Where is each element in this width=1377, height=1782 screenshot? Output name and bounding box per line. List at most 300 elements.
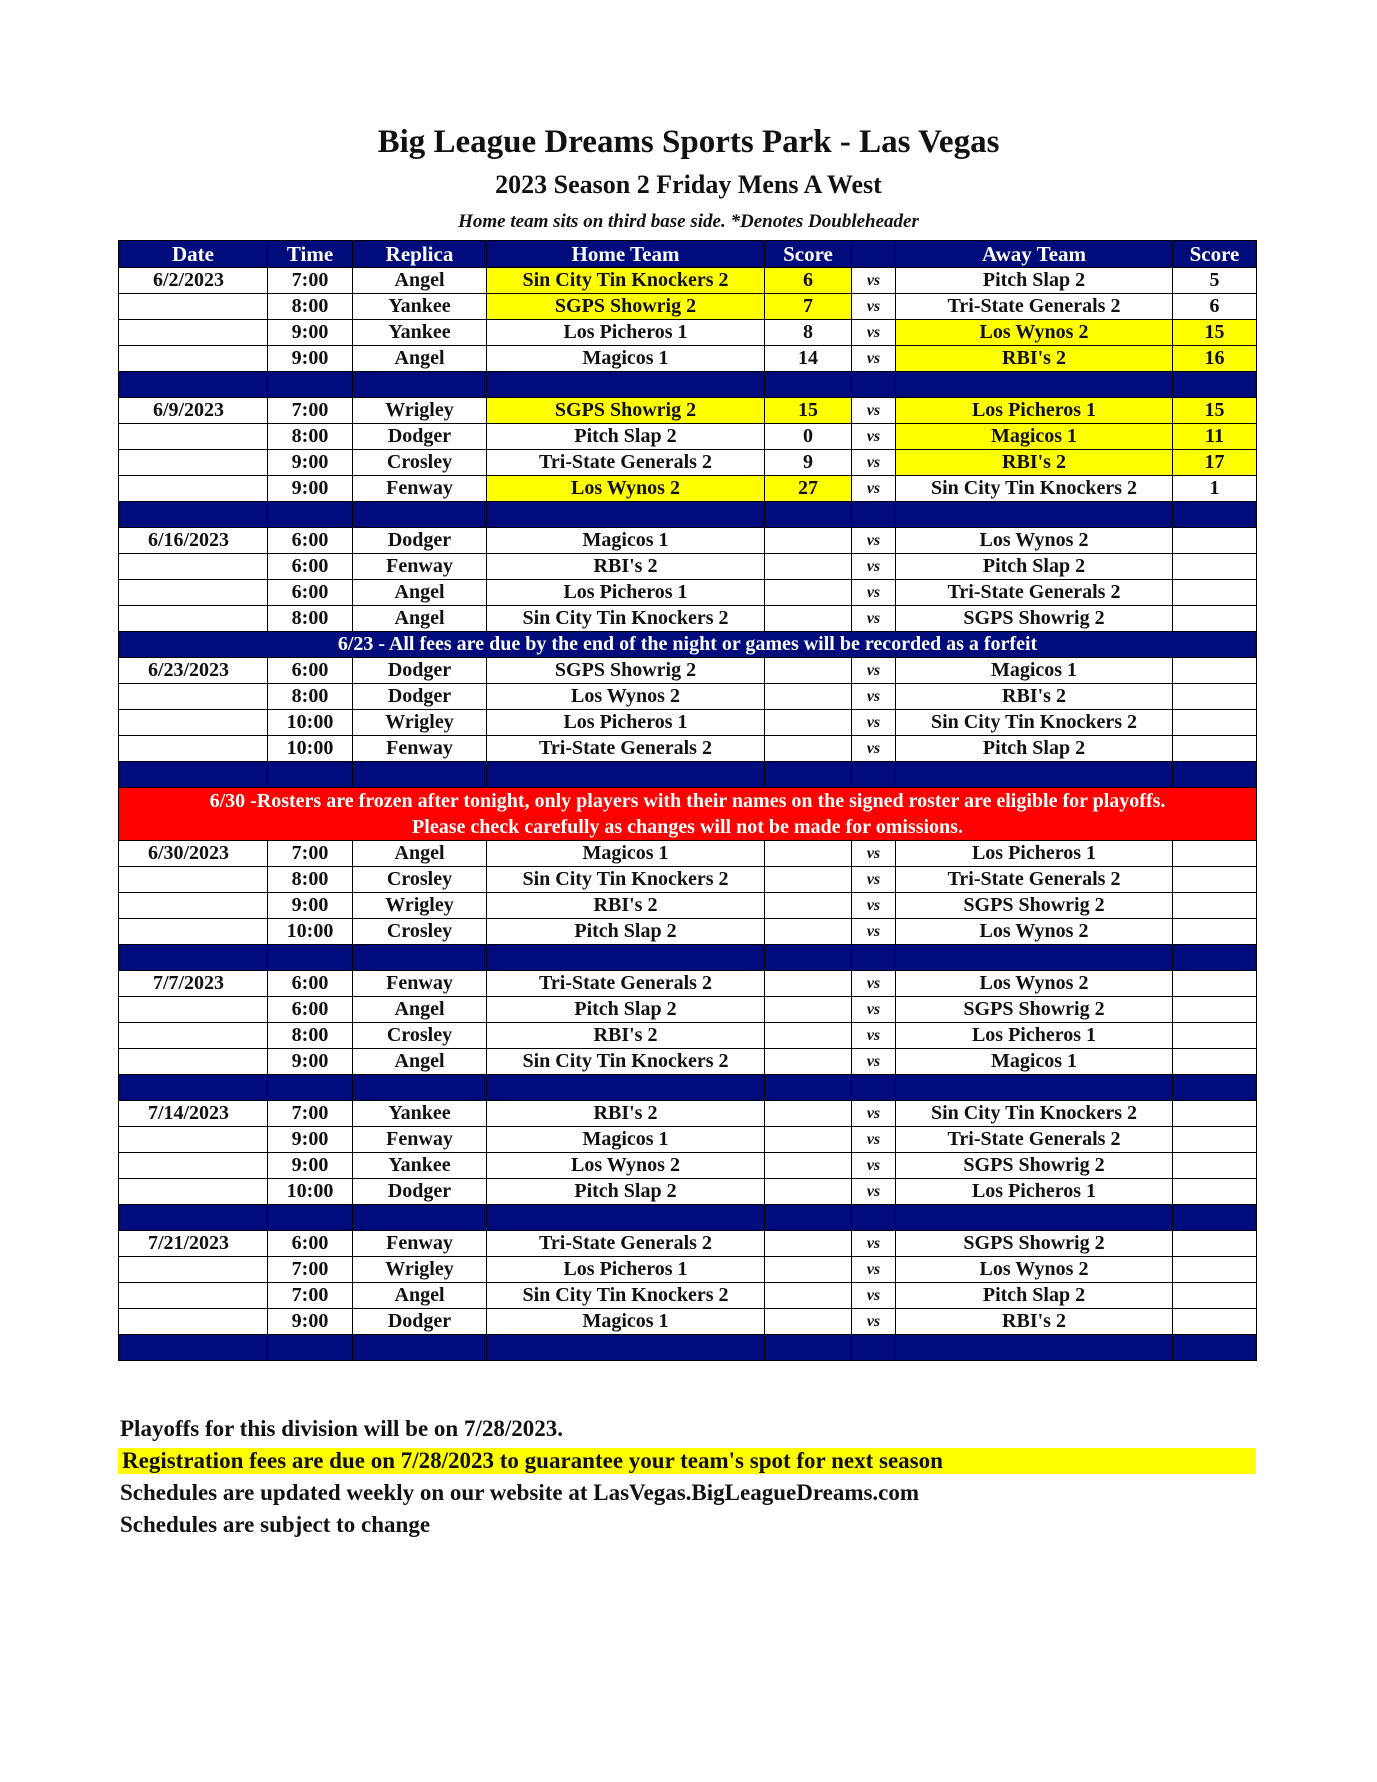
vs-label: vs — [852, 658, 896, 684]
game-time: 9:00 — [268, 346, 353, 372]
field-replica: Crosley — [353, 867, 487, 893]
away-score — [1173, 1023, 1257, 1049]
field-replica: Fenway — [353, 1127, 487, 1153]
home-score — [765, 1283, 852, 1309]
home-score — [765, 971, 852, 997]
field-replica: Angel — [353, 580, 487, 606]
column-header-date: Date — [119, 241, 268, 268]
home-score — [765, 1023, 852, 1049]
game-time: 8:00 — [268, 1023, 353, 1049]
away-team: Magicos 1 — [896, 1049, 1173, 1075]
game-date — [119, 997, 268, 1023]
separator-cell — [487, 945, 765, 971]
home-team: Los Picheros 1 — [487, 710, 765, 736]
away-score: 6 — [1173, 294, 1257, 320]
vs-label: vs — [852, 919, 896, 945]
table-row — [119, 997, 1257, 1023]
home-score — [765, 710, 852, 736]
game-date: 7/14/2023 — [119, 1101, 268, 1127]
away-team: SGPS Showrig 2 — [896, 1153, 1173, 1179]
separator-cell — [353, 1075, 487, 1101]
away-score — [1173, 1101, 1257, 1127]
separator-cell — [268, 372, 353, 398]
game-date — [119, 1127, 268, 1153]
game-time: 6:00 — [268, 658, 353, 684]
away-team: RBI's 2 — [896, 450, 1173, 476]
away-score: 15 — [1173, 398, 1257, 424]
column-header-home-team: Home Team — [487, 241, 765, 268]
vs-label: vs — [852, 1309, 896, 1335]
away-team: Los Wynos 2 — [896, 919, 1173, 945]
home-score — [765, 997, 852, 1023]
registration-note: Registration fees are due on 7/28/2023 to guarantee your team's spot for next season — [118, 1448, 1256, 1474]
away-team: Tri-State Generals 2 — [896, 867, 1173, 893]
field-replica: Dodger — [353, 684, 487, 710]
game-date — [119, 346, 268, 372]
home-score — [765, 1127, 852, 1153]
field-replica: Yankee — [353, 320, 487, 346]
away-team: SGPS Showrig 2 — [896, 997, 1173, 1023]
away-team: Sin City Tin Knockers 2 — [896, 1101, 1173, 1127]
vs-label: vs — [852, 476, 896, 502]
separator-cell — [896, 1075, 1173, 1101]
away-score — [1173, 1153, 1257, 1179]
vs-label: vs — [852, 867, 896, 893]
game-date — [119, 1257, 268, 1283]
away-team: Tri-State Generals 2 — [896, 1127, 1173, 1153]
home-score — [765, 1101, 852, 1127]
away-team: Pitch Slap 2 — [896, 1283, 1173, 1309]
away-score — [1173, 1283, 1257, 1309]
field-replica: Angel — [353, 997, 487, 1023]
vs-label: vs — [852, 1231, 896, 1257]
vs-label: vs — [852, 294, 896, 320]
home-score: 7 — [765, 294, 852, 320]
game-date — [119, 1179, 268, 1205]
field-replica: Angel — [353, 268, 487, 294]
game-date — [119, 424, 268, 450]
game-date — [119, 606, 268, 632]
game-time: 6:00 — [268, 528, 353, 554]
field-replica: Yankee — [353, 1101, 487, 1127]
separator-cell — [1173, 762, 1257, 788]
game-time: 9:00 — [268, 450, 353, 476]
game-date — [119, 580, 268, 606]
separator-cell — [1173, 1075, 1257, 1101]
home-score — [765, 736, 852, 762]
away-team: Magicos 1 — [896, 658, 1173, 684]
home-team: Sin City Tin Knockers 2 — [487, 1283, 765, 1309]
away-score — [1173, 1231, 1257, 1257]
home-team: SGPS Showrig 2 — [487, 294, 765, 320]
table-row — [119, 294, 1257, 320]
separator-cell — [487, 372, 765, 398]
game-time: 6:00 — [268, 997, 353, 1023]
roster-freeze-alert-row — [119, 788, 1257, 841]
home-score — [765, 867, 852, 893]
week-separator-row — [119, 372, 1257, 398]
field-replica: Angel — [353, 841, 487, 867]
game-date: 7/21/2023 — [119, 1231, 268, 1257]
separator-cell — [896, 762, 1173, 788]
away-score: 15 — [1173, 320, 1257, 346]
away-team: SGPS Showrig 2 — [896, 893, 1173, 919]
separator-cell — [896, 1335, 1173, 1361]
vs-label: vs — [852, 971, 896, 997]
home-team: Pitch Slap 2 — [487, 919, 765, 945]
separator-cell — [353, 372, 487, 398]
home-team: Pitch Slap 2 — [487, 1179, 765, 1205]
separator-cell — [765, 1205, 852, 1231]
week-separator-row — [119, 762, 1257, 788]
field-replica: Crosley — [353, 1023, 487, 1049]
separator-cell — [119, 1075, 268, 1101]
page-title: Big League Dreams Sports Park - Las Vegas — [377, 124, 1000, 160]
table-row — [119, 398, 1257, 424]
home-team: Magicos 1 — [487, 1127, 765, 1153]
vs-label: vs — [852, 450, 896, 476]
home-team: Sin City Tin Knockers 2 — [487, 1049, 765, 1075]
subject-to-change-note: Schedules are subject to change — [120, 1512, 431, 1537]
separator-cell — [119, 502, 268, 528]
away-score — [1173, 528, 1257, 554]
away-team: Los Picheros 1 — [896, 841, 1173, 867]
separator-cell — [353, 502, 487, 528]
away-score: 11 — [1173, 424, 1257, 450]
separator-cell — [1173, 1205, 1257, 1231]
home-team: RBI's 2 — [487, 554, 765, 580]
separator-cell — [119, 1205, 268, 1231]
game-date: 6/30/2023 — [119, 841, 268, 867]
game-date — [119, 1283, 268, 1309]
field-replica: Dodger — [353, 528, 487, 554]
separator-cell — [852, 502, 896, 528]
game-time: 7:00 — [268, 1283, 353, 1309]
column-header-home-score: Score — [765, 241, 852, 268]
home-team: Tri-State Generals 2 — [487, 736, 765, 762]
away-team: Sin City Tin Knockers 2 — [896, 710, 1173, 736]
home-team: Sin City Tin Knockers 2 — [487, 606, 765, 632]
week-separator-row — [119, 1075, 1257, 1101]
home-team: Sin City Tin Knockers 2 — [487, 867, 765, 893]
game-time: 8:00 — [268, 867, 353, 893]
home-team: SGPS Showrig 2 — [487, 658, 765, 684]
away-team: Pitch Slap 2 — [896, 268, 1173, 294]
home-team: Sin City Tin Knockers 2 — [487, 268, 765, 294]
field-replica: Crosley — [353, 919, 487, 945]
field-replica: Fenway — [353, 554, 487, 580]
game-date — [119, 294, 268, 320]
table-header-row — [119, 241, 1257, 268]
separator-cell — [487, 1335, 765, 1361]
roster-freeze-alert-line: 6/30 -Rosters are frozen after tonight, only players with their names on the signed roster are eligible for playoffs. — [209, 790, 1166, 812]
separator-cell — [852, 1205, 896, 1231]
game-time: 6:00 — [268, 971, 353, 997]
home-score: 0 — [765, 424, 852, 450]
field-replica: Dodger — [353, 424, 487, 450]
home-team: Los Wynos 2 — [487, 684, 765, 710]
vs-label: vs — [852, 1179, 896, 1205]
game-date: 6/16/2023 — [119, 528, 268, 554]
separator-cell — [268, 502, 353, 528]
away-score — [1173, 919, 1257, 945]
table-row — [119, 606, 1257, 632]
home-score — [765, 1153, 852, 1179]
game-time: 9:00 — [268, 893, 353, 919]
vs-label: vs — [852, 736, 896, 762]
home-score — [765, 658, 852, 684]
vs-label: vs — [852, 606, 896, 632]
away-team: Los Wynos 2 — [896, 971, 1173, 997]
game-date — [119, 736, 268, 762]
home-team: Pitch Slap 2 — [487, 997, 765, 1023]
home-score: 27 — [765, 476, 852, 502]
game-time: 9:00 — [268, 1049, 353, 1075]
away-team: SGPS Showrig 2 — [896, 1231, 1173, 1257]
game-time: 10:00 — [268, 710, 353, 736]
column-header-time: Time — [268, 241, 353, 268]
table-row — [119, 554, 1257, 580]
game-date — [119, 710, 268, 736]
game-date — [119, 867, 268, 893]
home-team: Magicos 1 — [487, 1309, 765, 1335]
game-date: 7/7/2023 — [119, 971, 268, 997]
field-replica: Wrigley — [353, 1257, 487, 1283]
separator-cell — [1173, 945, 1257, 971]
separator-cell — [268, 1335, 353, 1361]
home-score: 8 — [765, 320, 852, 346]
home-team: Magicos 1 — [487, 346, 765, 372]
game-date — [119, 554, 268, 580]
table-row — [119, 1023, 1257, 1049]
away-score — [1173, 658, 1257, 684]
away-score — [1173, 684, 1257, 710]
game-time: 8:00 — [268, 294, 353, 320]
field-replica: Dodger — [353, 1309, 487, 1335]
vs-label: vs — [852, 398, 896, 424]
away-team: Los Picheros 1 — [896, 1179, 1173, 1205]
vs-label: vs — [852, 1049, 896, 1075]
away-score — [1173, 1257, 1257, 1283]
home-team: RBI's 2 — [487, 1023, 765, 1049]
field-replica: Yankee — [353, 294, 487, 320]
away-score — [1173, 971, 1257, 997]
game-time: 9:00 — [268, 1153, 353, 1179]
away-score: 1 — [1173, 476, 1257, 502]
home-team: RBI's 2 — [487, 893, 765, 919]
game-time: 8:00 — [268, 606, 353, 632]
vs-label: vs — [852, 1283, 896, 1309]
away-score — [1173, 554, 1257, 580]
table-row — [119, 893, 1257, 919]
separator-cell — [896, 1205, 1173, 1231]
table-row — [119, 1231, 1257, 1257]
game-time: 7:00 — [268, 1101, 353, 1127]
table-row — [119, 658, 1257, 684]
field-replica: Angel — [353, 1049, 487, 1075]
home-team: Tri-State Generals 2 — [487, 971, 765, 997]
game-date: 6/9/2023 — [119, 398, 268, 424]
separator-cell — [896, 502, 1173, 528]
game-time: 7:00 — [268, 841, 353, 867]
separator-cell — [765, 502, 852, 528]
table-row — [119, 1153, 1257, 1179]
separator-cell — [487, 502, 765, 528]
home-team: Pitch Slap 2 — [487, 424, 765, 450]
away-team: SGPS Showrig 2 — [896, 606, 1173, 632]
table-row — [119, 268, 1257, 294]
table-row — [119, 450, 1257, 476]
table-row — [119, 1179, 1257, 1205]
separator-cell — [1173, 372, 1257, 398]
home-score: 9 — [765, 450, 852, 476]
table-row — [119, 971, 1257, 997]
fees-due-banner-row — [119, 632, 1257, 658]
vs-label: vs — [852, 1127, 896, 1153]
vs-label: vs — [852, 580, 896, 606]
field-replica: Fenway — [353, 1231, 487, 1257]
home-score — [765, 841, 852, 867]
separator-cell — [765, 1075, 852, 1101]
field-replica: Crosley — [353, 450, 487, 476]
table-row — [119, 684, 1257, 710]
schedule-body — [119, 268, 1257, 1361]
away-score — [1173, 710, 1257, 736]
separator-cell — [353, 1205, 487, 1231]
home-score — [765, 893, 852, 919]
home-score: 15 — [765, 398, 852, 424]
table-row — [119, 346, 1257, 372]
vs-label: vs — [852, 841, 896, 867]
column-header-vs — [852, 241, 896, 268]
game-time: 7:00 — [268, 268, 353, 294]
field-replica: Angel — [353, 1283, 487, 1309]
home-team-note: Home team sits on third base side. *Denotes Doubleheader — [458, 211, 919, 232]
separator-cell — [487, 1205, 765, 1231]
away-score — [1173, 867, 1257, 893]
home-team: Los Wynos 2 — [487, 476, 765, 502]
away-score — [1173, 580, 1257, 606]
game-date — [119, 450, 268, 476]
away-team: RBI's 2 — [896, 1309, 1173, 1335]
table-row — [119, 1257, 1257, 1283]
game-time: 9:00 — [268, 1127, 353, 1153]
game-time: 6:00 — [268, 554, 353, 580]
home-team: Tri-State Generals 2 — [487, 450, 765, 476]
away-team: Sin City Tin Knockers 2 — [896, 476, 1173, 502]
away-score — [1173, 841, 1257, 867]
home-team: Los Wynos 2 — [487, 1153, 765, 1179]
away-team: RBI's 2 — [896, 346, 1173, 372]
field-replica: Angel — [353, 606, 487, 632]
game-date — [119, 476, 268, 502]
table-row — [119, 1101, 1257, 1127]
game-date: 6/23/2023 — [119, 658, 268, 684]
away-team: Los Wynos 2 — [896, 320, 1173, 346]
table-row — [119, 867, 1257, 893]
game-date: 6/2/2023 — [119, 268, 268, 294]
separator-cell — [268, 945, 353, 971]
separator-cell — [1173, 1335, 1257, 1361]
away-score — [1173, 1309, 1257, 1335]
home-score — [765, 1309, 852, 1335]
field-replica: Yankee — [353, 1153, 487, 1179]
table-row — [119, 1283, 1257, 1309]
field-replica: Wrigley — [353, 398, 487, 424]
home-team: Magicos 1 — [487, 841, 765, 867]
away-team: Los Wynos 2 — [896, 528, 1173, 554]
home-score — [765, 1231, 852, 1257]
separator-cell — [852, 945, 896, 971]
vs-label: vs — [852, 1101, 896, 1127]
table-row — [119, 528, 1257, 554]
table-row — [119, 1127, 1257, 1153]
game-time: 6:00 — [268, 580, 353, 606]
home-score: 6 — [765, 268, 852, 294]
separator-cell — [268, 762, 353, 788]
away-score — [1173, 997, 1257, 1023]
page-subtitle: 2023 Season 2 Friday Mens A West — [495, 170, 882, 199]
home-score — [765, 1257, 852, 1283]
vs-label: vs — [852, 1153, 896, 1179]
field-replica: Dodger — [353, 658, 487, 684]
away-score — [1173, 606, 1257, 632]
away-score — [1173, 893, 1257, 919]
field-replica: Fenway — [353, 476, 487, 502]
home-team: Los Picheros 1 — [487, 320, 765, 346]
separator-cell — [896, 372, 1173, 398]
field-replica: Wrigley — [353, 710, 487, 736]
table-row — [119, 424, 1257, 450]
home-score — [765, 554, 852, 580]
game-time: 6:00 — [268, 1231, 353, 1257]
separator-cell — [765, 372, 852, 398]
schedule-table — [118, 240, 1257, 1361]
roster-freeze-alert-line: Please check carefully as changes will not be made for omissions. — [412, 816, 963, 838]
vs-label: vs — [852, 1257, 896, 1283]
home-score — [765, 684, 852, 710]
field-replica: Dodger — [353, 1179, 487, 1205]
fees-due-banner: 6/23 - All fees are due by the end of the night or games will be recorded as a forfeit — [119, 632, 1257, 658]
table-row — [119, 710, 1257, 736]
away-team: Pitch Slap 2 — [896, 736, 1173, 762]
vs-label: vs — [852, 528, 896, 554]
vs-label: vs — [852, 684, 896, 710]
game-time: 9:00 — [268, 1309, 353, 1335]
separator-cell — [268, 1075, 353, 1101]
away-team: Magicos 1 — [896, 424, 1173, 450]
separator-cell — [268, 1205, 353, 1231]
vs-label: vs — [852, 554, 896, 580]
game-time: 10:00 — [268, 919, 353, 945]
column-header-replica: Replica — [353, 241, 487, 268]
separator-cell — [119, 945, 268, 971]
game-date — [119, 684, 268, 710]
game-date — [119, 893, 268, 919]
column-header-away-team: Away Team — [896, 241, 1173, 268]
column-header-away-score: Score — [1173, 241, 1257, 268]
home-score: 14 — [765, 346, 852, 372]
week-separator-row — [119, 502, 1257, 528]
week-separator-row — [119, 1335, 1257, 1361]
away-team: Pitch Slap 2 — [896, 554, 1173, 580]
home-score — [765, 606, 852, 632]
week-separator-row — [119, 1205, 1257, 1231]
separator-cell — [353, 945, 487, 971]
table-row — [119, 1309, 1257, 1335]
table-row — [119, 919, 1257, 945]
away-team: Los Picheros 1 — [896, 1023, 1173, 1049]
